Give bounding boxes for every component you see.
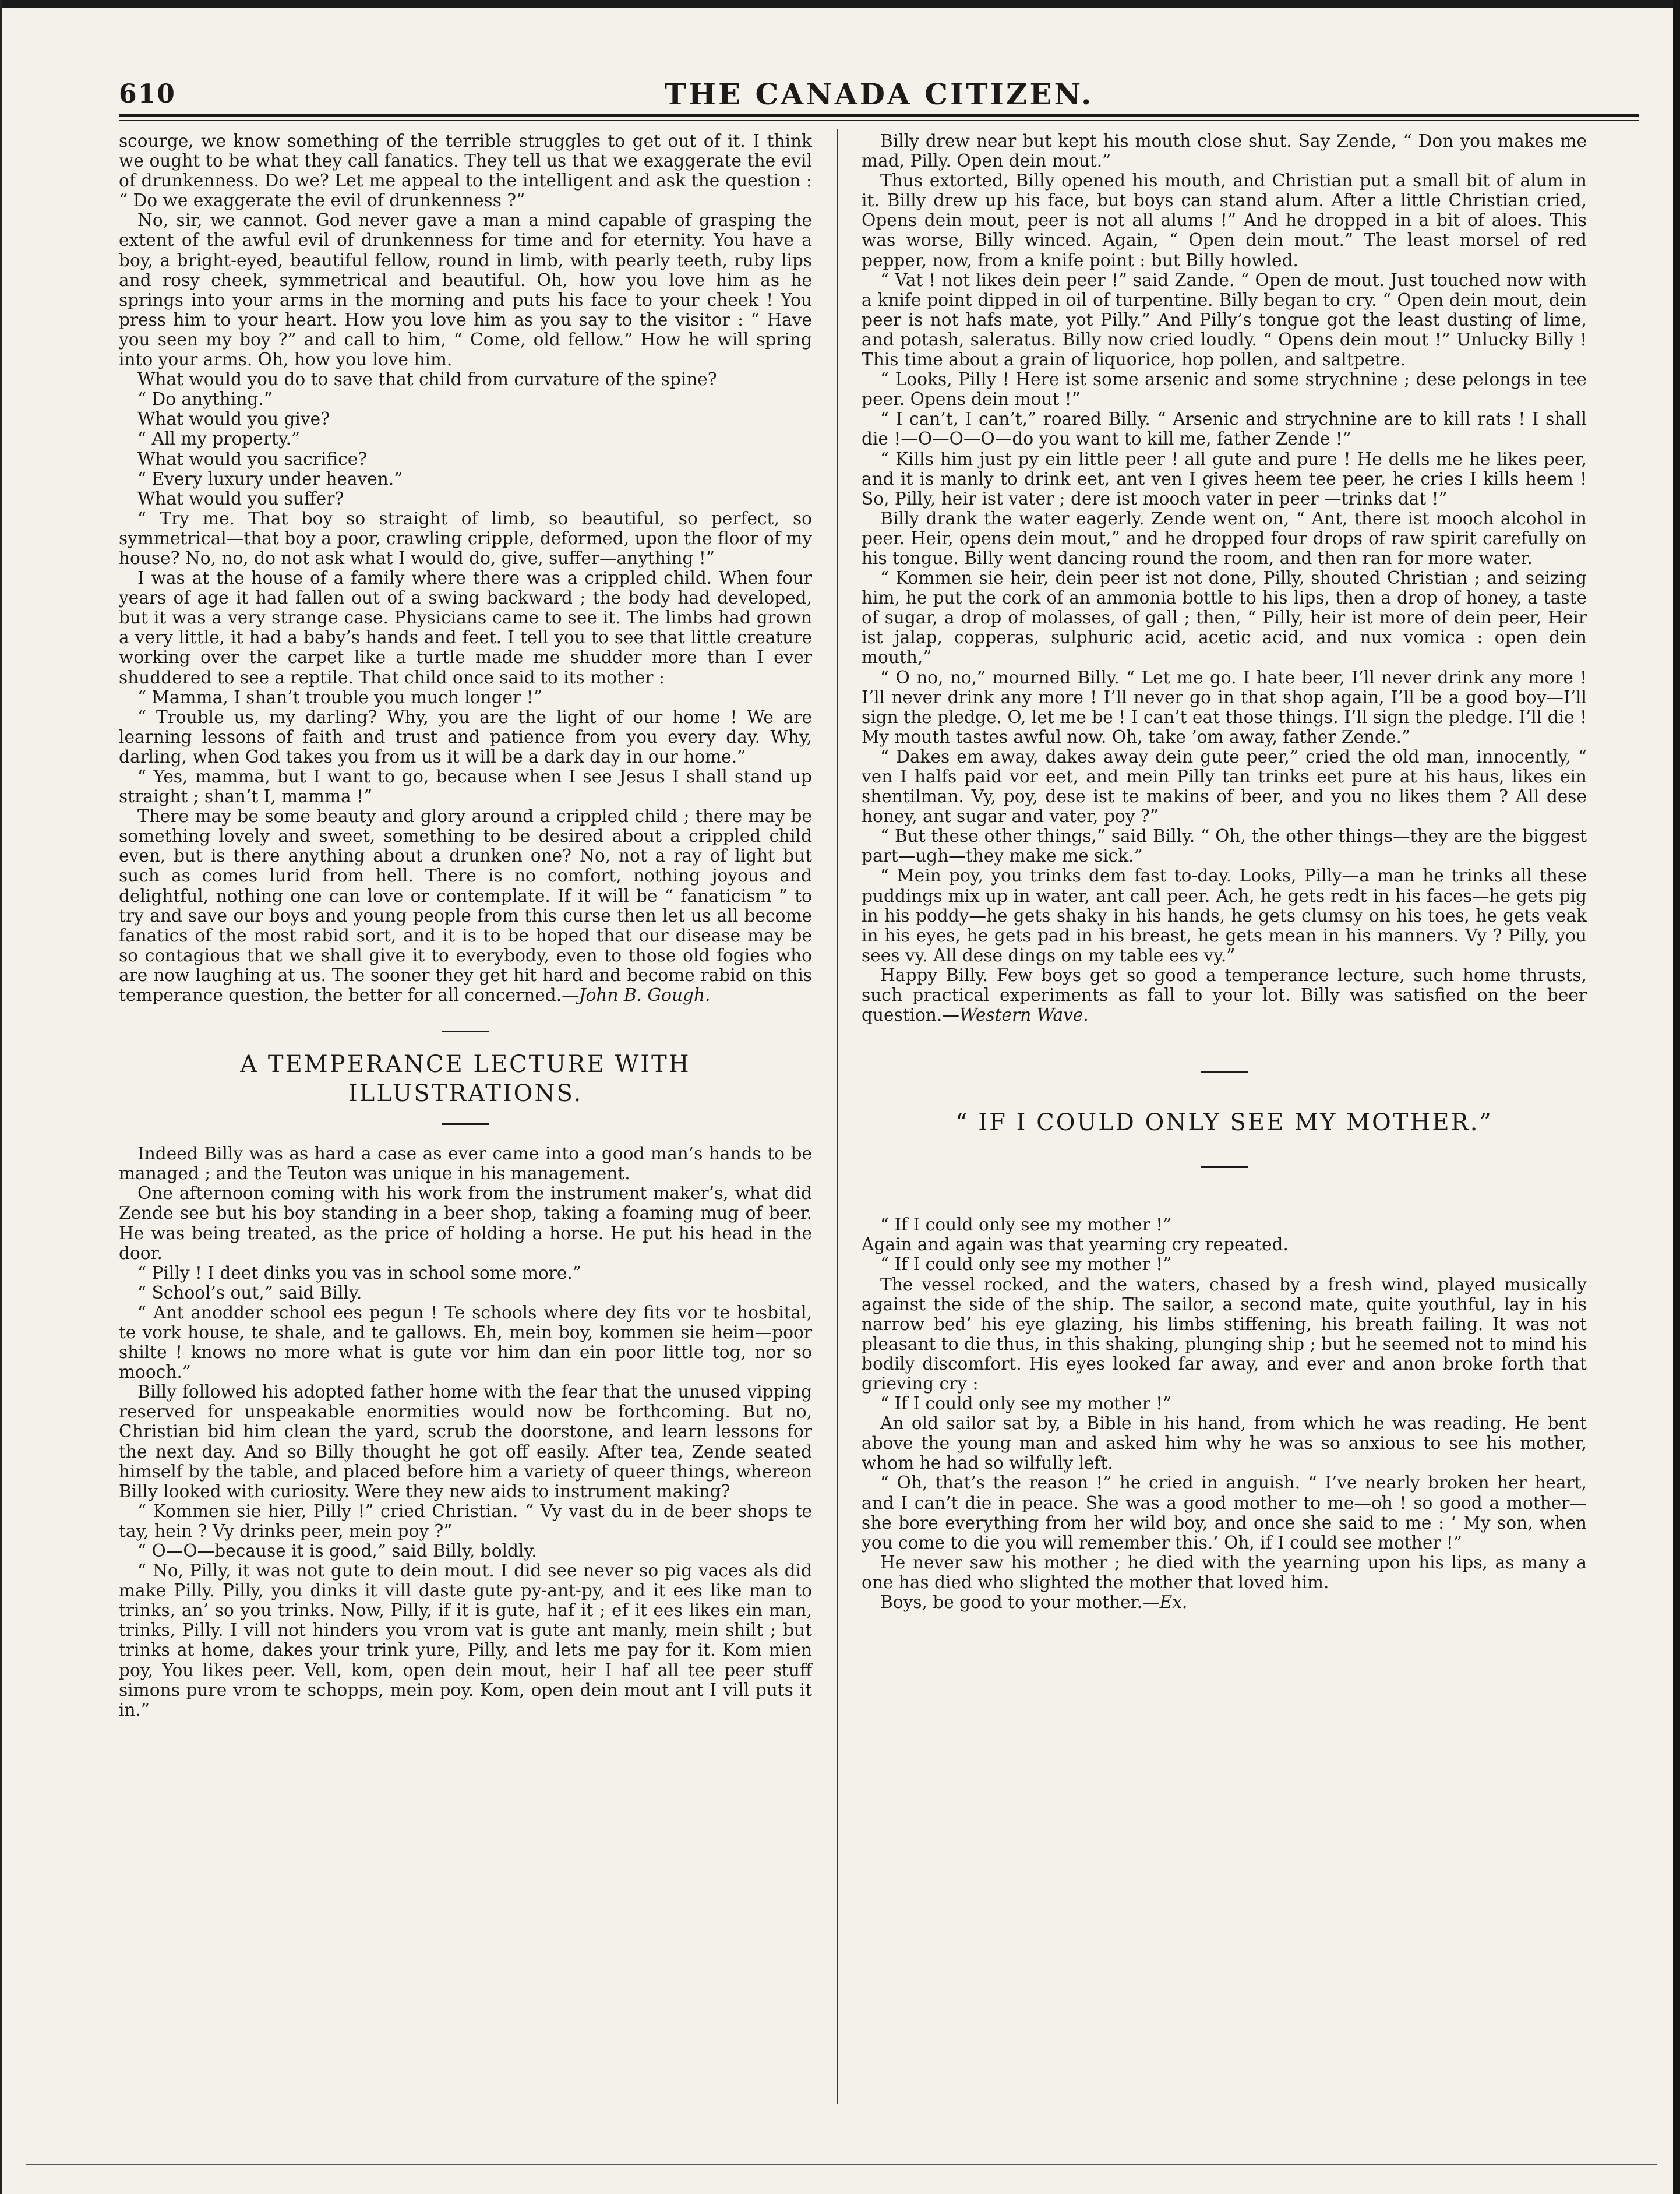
paragraph: What would you sacrifice? [137, 449, 368, 469]
left-column [119, 131, 812, 1720]
paragraph: What would you suffer? [137, 488, 344, 509]
paragraph: “ Looks, Pilly ! Here ist some arsenic and some strychnine ; dese pelongs in tee peer. Opens dein mout !” [862, 369, 1587, 410]
paragraph: “ Do anything.” [137, 389, 273, 410]
right-column [862, 131, 1587, 1612]
paragraph-text: Boys, be good to your mother.— [880, 1592, 1160, 1612]
paragraph: “ Oh, that’s the reason !” he cried in anguish. “ I’ve nearly broken her heart, and I can’t die in peace. She was a good mother to me—oh ! so good a mother—she bore everything from her wild boy, and once she said to me : ‘ My son, when you come to die you will remember this.’ Oh, if I could see mother !” [862, 1473, 1587, 1553]
paragraph: “ Every luxury under heaven.” [137, 468, 403, 489]
scan-edge-right [1673, 0, 1680, 2194]
paragraph: Billy drank the water eagerly. Zende went on, “ Ant, there ist mooch alcohol in peer. Heir, opens dein mout,” and he dropped four drops of raw spirit carefully on his tongue. Billy went dancing round the room, and then ran for more water. [862, 508, 1587, 568]
paragraph: “ If I could only see my mother !” [880, 1215, 1172, 1235]
column-divider [837, 129, 838, 2104]
article-signature: John B. Gough. [578, 985, 711, 1006]
paragraph: “ Try me. That boy so straight of limb, so beautiful, so perfect, so symmetrical—that boy a poor, crawling cripple, deformed, upon the floor of my house? No, no, do not ask what I would do, give, suffer—anything !” [119, 508, 812, 568]
masthead: THE CANADA CITIZEN. [664, 77, 1094, 111]
paragraph: What would you do to save that child from curvature of the spine? [137, 369, 717, 390]
paragraph: He never saw his mother ; he died with the yearning upon his lips, as many a one has died who slighted the mother that loved him. [862, 1552, 1587, 1592]
page-header [119, 75, 1639, 115]
article-signature: Ex. [1159, 1592, 1188, 1612]
mother-article [862, 1215, 1587, 1612]
paragraph-with-signature [119, 806, 812, 1005]
paragraph: No, sir, we cannot. God never gave a man a mind capable of grasping the extent of the awful evil of drunkenness for time and for eternity. You have a boy, a bright-eyed, beautiful fellow, round in limb, with pearly teeth, ruby lips and rosy cheek, symmetrical and beautiful. Oh, how you love him as he springs into your arms in the morning and puts his face to your cheek ! You press him to your heart. How you love him as you say to the visitor : “ Have you seen my boy ?” and call to him, “ Come, old fellow.” How he will spring into your arms. Oh, how you love him. [119, 210, 812, 370]
article-title: “ IF I COULD ONLY SEE MY MOTHER.” [955, 1109, 1493, 1137]
paragraph: Thus extorted, Billy opened his mouth, and Christian put a small bit of alum in it. Billy drew up his face, but boys can stand alum. After a little Christian cried, Opens dein mout, peer is not all alums !” And he dropped in a bit of aloes. This was worse, Billy winced. Again, “ Open dein mout.” The least morsel of red pepper, now, from a knife point : but Billy howled. [862, 171, 1587, 270]
paragraph: “ All my property.” [137, 429, 301, 449]
paragraph: “ Trouble us, my darling? Why, you are the light of our home ! We are learning lessons of faith and trust and patience from you every day. Why, darling, when God takes you from us it will be a dark day in our home.” [119, 707, 812, 767]
paragraph: “ Kills him just py ein little peer ! all gute and pure ! He dells me he likes peer, and it is manly to drink eet, ant ven I gives heem tee peer, he cries I kills heem ! So, Pilly, heir ist vater ; dere ist mooch vater in peer —trinks dat !” [862, 449, 1587, 509]
article-signature: Western Wave. [959, 1005, 1089, 1025]
paragraph-text: Happy Billy. Few boys get so good a temperance lecture, such home thrusts, such practical experiments as fall to your lot. Billy was satisfied on the beer question.— [862, 965, 1587, 1025]
paragraph-with-signature [862, 1592, 1587, 1612]
paragraph: The vessel rocked, and the waters, chased by a fresh wind, played musically against the side of the ship. The sailor, a second mate, quite youthful, lay in his narrow bed’ his eye glazing, his limbs stiffening, his breath failing. It was not pleasant to die thus, in this shaking, plunging ship ; but he seemed not to mind his bodily discomfort. His eyes looked far away, and ever and anon broke forth that grieving cry : [862, 1274, 1587, 1394]
paragraph: “ No, Pilly, it was not gute to dein mout. I did see never so pig vaces als did make Pilly. Pilly, you dinks it vill daste gute py-ant-py, and it ees like man to trinks, an’ so you trinks. Now, Pilly, if it is gute, haf it ; ef it ees likes ein man, trinks, Pilly. I vill not hinders you vrom vat is gute ant manly, mein shilt ; but trinks at home, dakes your trink yure, Pilly, and lets me pay for it. Kom mien poy, You likes peer. Vell, kom, open dein mout, heir I haf all tee peer stuff simons pure vrom te schopps, mein poy. Kom, open dein mout ant I vill puts it in.” [119, 1561, 812, 1720]
paragraph: “ Kommen sie hier, Pilly !” cried Christian. “ Vy vast du in de beer shops te tay, hein ? Vy drinks peer, mein poy ?” [119, 1501, 812, 1541]
paragraph: “ School’s out,” said Billy. [137, 1282, 362, 1303]
paragraph: Billy drew near but kept his mouth close shut. Say Zende, “ Don you makes me mad, Pilly. Open dein mout.” [862, 131, 1587, 171]
paragraph: “ I can’t, I can’t,” roared Billy. “ Arsenic and strychnine are to kill rats ! I shall die !—O—O—O—do you want to kill me, father Zende !” [862, 409, 1587, 449]
article-title: A TEMPERANCE LECTURE WITH ILLUSTRATIONS. [240, 1051, 691, 1107]
section-rule [1201, 1071, 1248, 1073]
paragraph: “ O no, no,” mourned Billy. “ Let me go. I hate beer, I’ll never drink any more ! I’ll never drink any more ! I’ll never go in that shop again, I’ll be a good boy—I’ll sign the pledge. O, let me be ! I can’t eat those things. I’ll sign the pledge. I’ll die ! My mouth tastes awful now. Oh, take ’om away, father Zende.” [862, 667, 1587, 747]
section-rule [442, 1031, 489, 1032]
header-rule-thin [119, 120, 1639, 121]
paragraph: “ Dakes em away, dakes away dein gute peer,” cried the old man, innocently, “ ven I halfs paid vor eet, and mein Pilly tan trinks eet pure at his haus, likes ein shentilman. Vy, poy, dese ist te makins of beer, and you no likes them ? All dese honey, ant sugar and vater, poy ?” [862, 746, 1587, 827]
paragraph: “ Vat ! not likes dein peer !” said Zande. “ Open de mout. Just touched now with a knife point dipped in oil of turpentine. Billy began to cry. “ Open dein mout, dein peer is not hafs mate, yot Pilly.” And Pilly’s tongue got the least dusting of lime, and potash, saleratus. Billy now cried loudly. “ Opens dein mout !” Unlucky Billy ! This time about a grain of liquorice, hop pollen, and saltpetre. [862, 270, 1587, 370]
paragraph: “ Mamma, I shan’t trouble you much longer !” [137, 687, 542, 707]
paragraph: “ Pilly ! I deet dinks you vas in school some more.” [137, 1262, 581, 1283]
paragraph: An old sailor sat by, a Bible in his hand, from which he was reading. He bent above the young man and asked him why he was so anxious to see his mother, whom he had so wilfully left. [862, 1413, 1587, 1473]
title-rule [442, 1123, 489, 1125]
paragraph: “ Yes, mamma, but I want to go, because when I see Jesus I shall stand up straight ; shan’t I, mamma !” [119, 767, 812, 807]
paragraph: What would you give? [137, 409, 330, 429]
paragraph: “ If I could only see my mother !” [880, 1254, 1172, 1275]
header-rule-thick [119, 114, 1639, 117]
paragraph: I was at the house of a family where there was a crippled child. When four years of age it had fallen out of a swing backward ; the body had developed, but it was a very strange case. Physicians came to see it. The limbs had grown a very little, it had a baby’s hands and feet. I tell you to see that little creature working over the carpet like a turtle made me shudder more than I ever shuddered to see a reptile. That child once said to its mother : [119, 568, 812, 687]
title-rule [1201, 1166, 1248, 1168]
paragraph: Indeed Billy was as hard a case as ever came into a good man’s hands to be managed ; and the Teuton was unique in his management. [119, 1144, 812, 1184]
paragraph: One afternoon coming with his work from the instrument maker’s, what did Zende see but his boy standing in a beer shop, taking a foaming mug of beer. He was being treated, as the price of holding a horse. He put his head in the door. [119, 1183, 812, 1263]
page-number: 610 [119, 79, 176, 109]
paragraph: Billy followed his adopted father home with the fear that the unused vipping reserved for unspeakable enormities would now be forthcoming. But no, Christian bid him clean the yard, scrub the doorstone, and learn lessons for the next day. And so Billy thought he got off easily. After tea, Zende seated himself by the table, and placed before him a variety of queer things, whereon Billy looked with curiosity. Were they new aids to instrument making? [119, 1382, 812, 1501]
temperance-article-continued [862, 131, 1587, 1025]
paragraph-with-signature [862, 965, 1587, 1025]
paragraph: “ But these other things,” said Billy. “ Oh, the other things—they are the biggest part—ugh—they make me sick.” [862, 826, 1587, 866]
paragraph: “ Ant anodder school ees pegun ! Te schools where dey fits vor te hosbital, te vork house, te shale, and te gallows. Eh, mein boy, kommen sie heim—poor shilte ! knows no more what is gute vor him dan ein poor little tog, nor so mooch.” [119, 1302, 812, 1382]
page-bottom-rule [26, 2164, 1657, 2165]
paragraph: scourge, we know something of the terrible struggles to get out of it. I think we ought to be what they call fanatics. They tell us that we exaggerate the evil of drunkenness. Do we? Let me appeal to the intelligent and ask the question : “ Do we exaggerate the evil of drunkenness ?” [119, 131, 812, 211]
paragraph: “ Kommen sie heir, dein peer ist not done, Pilly, shouted Christian ; and seizing him, he put the cork of an ammonia bottle to his lips, then a drop of honey, a taste of sugar, a drop of molasses, of gall ; then, “ Pilly, heir ist more of dein peer, Heir ist jalap, copperas, sulphuric acid, acetic acid, and nux vomica : open dein mouth,” [862, 568, 1587, 668]
scan-edge-top [2, 0, 1680, 8]
paragraph-text: There may be some beauty and glory around a crippled child ; there may be something lovely and sweet, something to be desired about a crippled child even, but is there anything about a drunken one? No, not a ray of light but such as comes lurid from hell. There is no comfort, nothing joyous and delightful, nothing one can love or contemplate. If it will be “ fanaticism ” to try and save our boys and young people from this curse then let us all become fanatics of the most rabid sort, and it is to be hoped that our disease may be so contagious that we shall give it to everybody, even to those old fogies who are now laughing at us. The sooner they get hit hard and become rabid on this temperance question, the better for all concerned.— [119, 806, 812, 1006]
paragraph: “ Mein poy, you trinks dem fast to-day. Looks, Pilly—a man he trinks all these puddings mix up in water, ant call peer. Ach, he gets redt in his faces—he gets pig in his poddy—he gets shaky in his hands, he gets clumsy on his toes, he gets veak in his eyes, he gets pad in his breast, he gets mean in his manners. Vy ? Pilly, you sees vy. All dese dings on my table ees vy.” [862, 866, 1587, 965]
paragraph: Again and again was that yearning cry repeated. [862, 1234, 1289, 1255]
temperance-article [119, 1144, 812, 1720]
paragraph: “ O—O—because it is good,” said Billy, boldly. [137, 1541, 537, 1561]
gough-article [119, 131, 812, 1005]
paragraph: “ If I could only see my mother !” [880, 1394, 1172, 1414]
